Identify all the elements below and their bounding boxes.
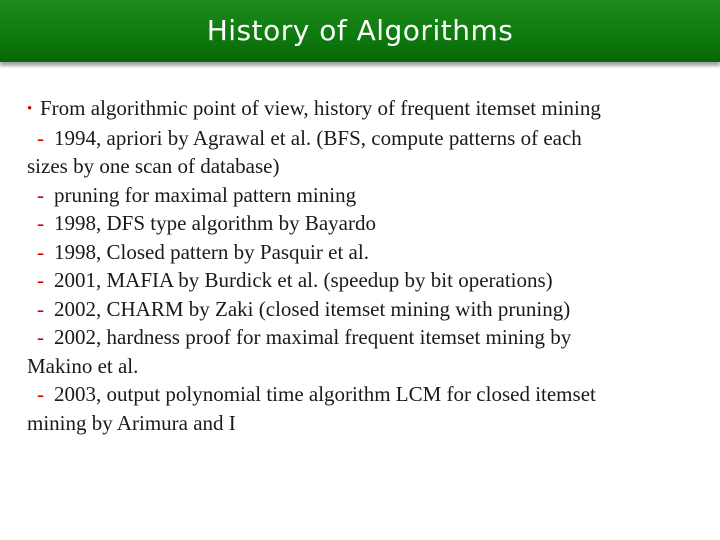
- sub-item-continuation: [27, 352, 697, 381]
- title-bar: [0, 0, 720, 62]
- slide-title: History of Algorithms: [206, 14, 514, 47]
- bullet-item: [27, 94, 697, 124]
- slide-content: [27, 94, 697, 437]
- sub-item-text: 1998, DFS type algorithm by Bayardo: [54, 211, 376, 235]
- sub-item-text: 1998, Closed pattern by Pasquir et al.: [54, 239, 369, 264]
- sub-item-text-continued: Makino et al.: [27, 353, 139, 378]
- dash-marker: -: [37, 325, 44, 349]
- sub-item-text: pruning for maximal pattern mining: [54, 182, 357, 207]
- sub-item-text: 2002, hardness proof for maximal frequent itemset mining by: [54, 325, 572, 349]
- sub-item-2002-charm: [27, 295, 697, 324]
- sub-item-1994-apriori: [27, 124, 697, 153]
- sub-item-text: 2002, CHARM by Zaki (closed itemset mining with pruning): [54, 296, 571, 321]
- sub-item-continuation: [27, 152, 697, 181]
- sub-item-text-continued: mining by Arimura and I: [27, 410, 236, 435]
- bullet-text: From algorithmic point of view, history of frequent itemset mining: [40, 96, 601, 120]
- sub-item-2003-lcm: [27, 380, 697, 409]
- sub-item-text-continued: sizes by one scan of database): [27, 154, 280, 178]
- sub-item-continuation: [27, 409, 697, 438]
- dash-marker: -: [37, 296, 44, 321]
- dash-marker: -: [37, 382, 44, 406]
- sub-item-text: 2003, output polynomial time algorithm LCM for closed itemset: [54, 382, 596, 406]
- sub-item-text: 1994, apriori by Agrawal et al. (BFS, compute patterns of each: [54, 125, 582, 150]
- dash-marker: -: [37, 268, 44, 292]
- sub-item-2001-mafia: [27, 266, 697, 295]
- dash-marker: -: [37, 211, 44, 235]
- sub-item-2002-hardness: [27, 323, 697, 352]
- dash-marker: -: [37, 239, 44, 264]
- sub-item-1998-closed: [27, 238, 697, 267]
- dash-marker: -: [37, 125, 44, 150]
- sub-item-text: 2001, MAFIA by Burdick et al. (speedup by bit operations): [54, 268, 553, 292]
- sub-item-1998-dfs: [27, 209, 697, 238]
- sub-item-pruning: [27, 181, 697, 210]
- bullet-marker: •: [27, 101, 33, 117]
- dash-marker: -: [37, 182, 44, 207]
